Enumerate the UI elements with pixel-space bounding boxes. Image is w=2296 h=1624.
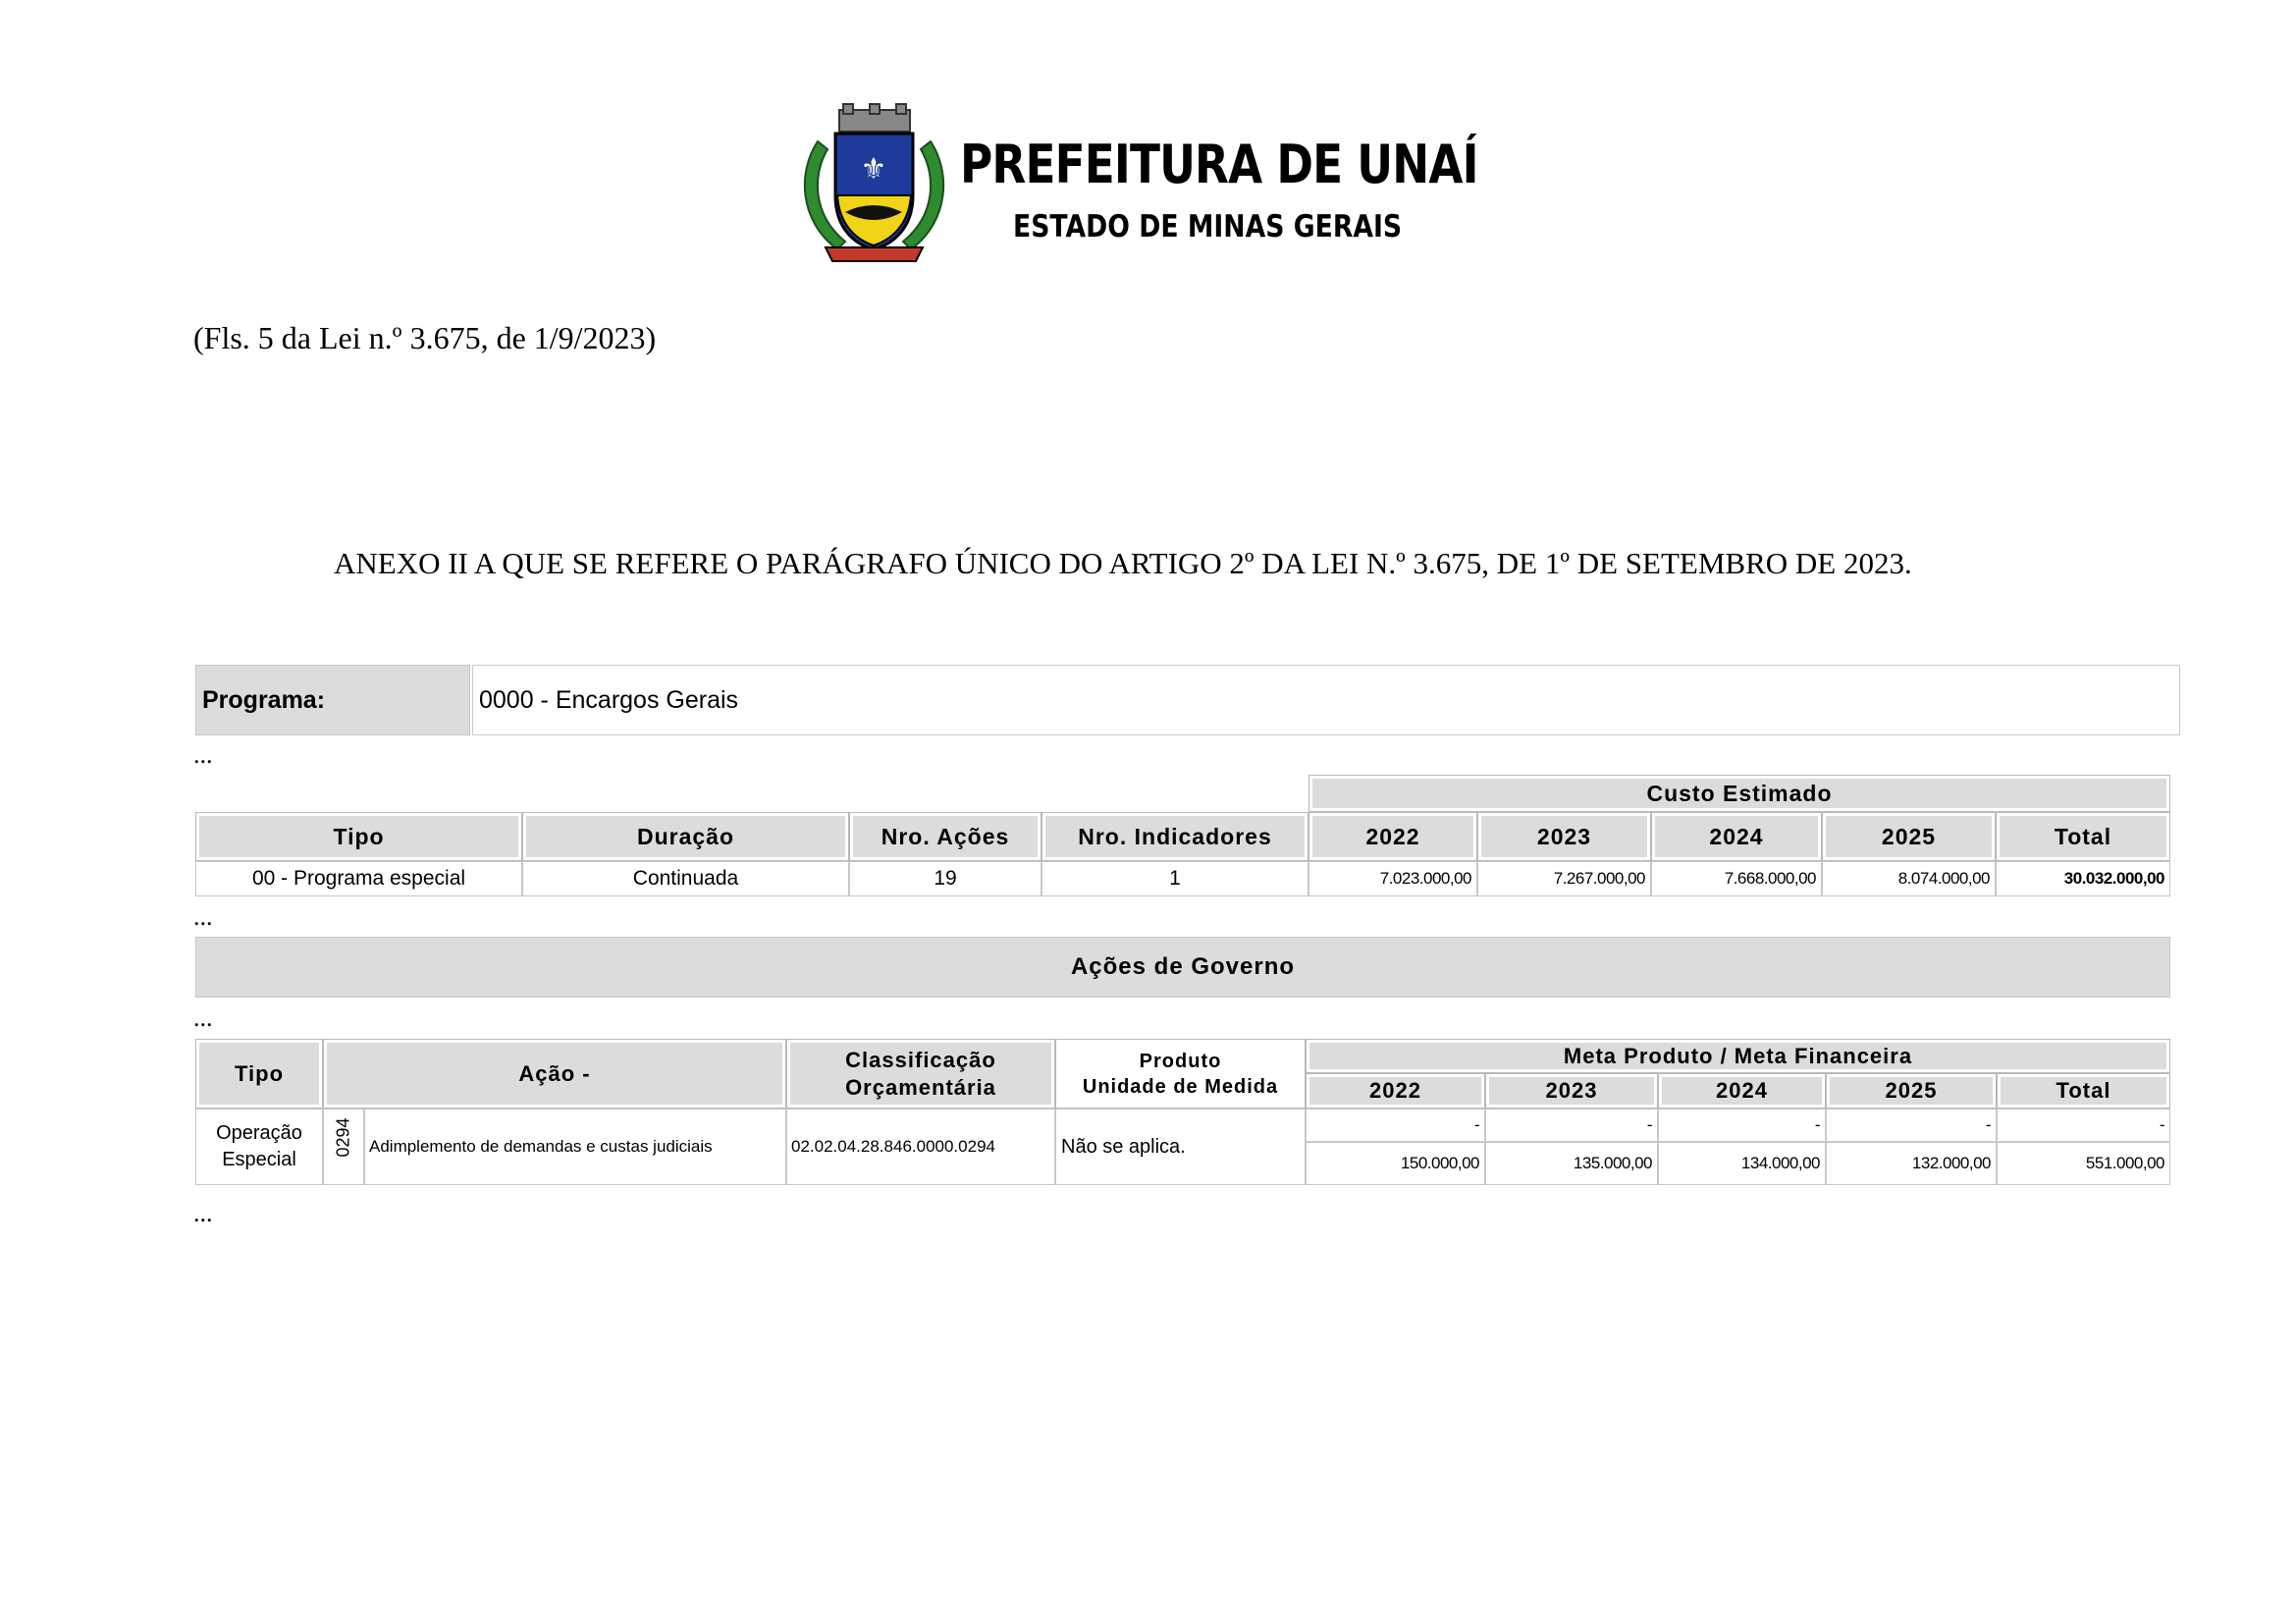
col-header-2025: 2025 <box>1826 1073 1997 1109</box>
program-cost-table <box>195 775 2170 896</box>
cell-tipo <box>195 1109 323 1185</box>
col-header-2024: 2024 <box>1651 812 1822 861</box>
tipo-line-2: Especial <box>222 1149 296 1170</box>
programa-label: Programa: <box>195 665 470 735</box>
cell-tipo: 00 - Programa especial <box>195 861 522 896</box>
classificacao-line-2: Orçamentária <box>845 1074 996 1100</box>
col-header-total: Total <box>1996 812 2170 861</box>
col-header-total: Total <box>1997 1073 2170 1109</box>
table-spacer <box>195 775 1308 812</box>
meta-financeira-2025: 132.000,00 <box>1826 1142 1997 1185</box>
programa-value: 0000 - Encargos Gerais <box>472 665 2180 735</box>
cell-duracao: Continuada <box>522 861 849 896</box>
org-state: ESTADO DE MINAS GERAIS <box>1013 209 1403 244</box>
cell-nro-acoes: 19 <box>849 861 1041 896</box>
cell-total: 30.032.000,00 <box>1996 861 2170 896</box>
meta-financeira-total: 551.000,00 <box>1997 1142 2170 1185</box>
col-header-acao: Ação - <box>323 1039 786 1109</box>
acoes-de-governo-header: Ações de Governo <box>195 937 2170 998</box>
municipal-coat-of-arms-icon <box>798 102 950 264</box>
annex-title: ANEXO II A QUE SE REFERE O PARÁGRAFO ÚNICO DO ARTIGO 2º DA LEI N.º 3.675, DE 1º DE SETEMBRO DE 2023. <box>334 546 1912 580</box>
classificacao-line-1: Classificação <box>845 1047 996 1072</box>
meta-produto-2023: - <box>1485 1109 1658 1142</box>
meta-produto-total: - <box>1997 1109 2170 1142</box>
cell-2023: 7.267.000,00 <box>1477 861 1651 896</box>
cell-classificacao: 02.02.04.28.846.0000.0294 <box>786 1109 1055 1185</box>
col-header-produto <box>1055 1039 1306 1109</box>
col-header-nro-acoes: Nro. Ações <box>849 812 1041 861</box>
col-header-tipo: Tipo <box>195 812 522 861</box>
meta-produto-2025: - <box>1826 1109 1997 1142</box>
col-header-nro-indicadores: Nro. Indicadores <box>1041 812 1308 861</box>
cell-nro-indicadores: 1 <box>1041 861 1308 896</box>
col-header-2022: 2022 <box>1306 1073 1485 1109</box>
ellipsis-3: ... <box>193 1003 213 1032</box>
meta-produto-2022: - <box>1306 1109 1485 1142</box>
ellipsis-2: ... <box>193 902 213 931</box>
meta-financeira-2022: 150.000,00 <box>1306 1142 1485 1185</box>
coat-of-arms-logo <box>798 102 950 264</box>
produto-line-2: Unidade de Medida <box>1082 1075 1279 1098</box>
meta-group-header: Meta Produto / Meta Financeira <box>1306 1039 2170 1073</box>
meta-produto-2024: - <box>1658 1109 1826 1142</box>
cell-2024: 7.668.000,00 <box>1651 861 1822 896</box>
table-row <box>195 861 2170 896</box>
ellipsis-1: ... <box>193 740 213 769</box>
cell-acao: Adimplemento de demandas e custas judiciais <box>364 1109 786 1185</box>
actions-table <box>195 1039 2170 1185</box>
col-header-duracao: Duração <box>522 812 849 861</box>
col-header-tipo: Tipo <box>195 1039 323 1109</box>
svg-text:⚜: ⚜ <box>860 152 887 187</box>
org-name: PREFEITURA DE UNAÍ <box>960 134 1478 195</box>
produto-line-1: Produto <box>1139 1050 1222 1072</box>
cell-2022: 7.023.000,00 <box>1308 861 1477 896</box>
table-row <box>195 1109 2170 1142</box>
ellipsis-4: ... <box>193 1199 213 1227</box>
meta-financeira-2024: 134.000,00 <box>1658 1142 1826 1185</box>
col-header-2024: 2024 <box>1658 1073 1826 1109</box>
codigo-rotated: 0294 <box>333 1116 353 1157</box>
col-header-classificacao <box>786 1039 1055 1109</box>
page-reference: (Fls. 5 da Lei n.º 3.675, de 1/9/2023) <box>193 320 657 355</box>
col-header-2025: 2025 <box>1822 812 1996 861</box>
col-header-2023: 2023 <box>1485 1073 1658 1109</box>
tipo-line-1: Operação <box>216 1122 302 1144</box>
cell-produto: Não se aplica. <box>1055 1109 1306 1185</box>
meta-financeira-2023: 135.000,00 <box>1485 1142 1658 1185</box>
col-header-2023: 2023 <box>1477 812 1651 861</box>
cell-codigo <box>323 1109 364 1185</box>
col-header-2022: 2022 <box>1308 812 1477 861</box>
cell-2025: 8.074.000,00 <box>1822 861 1996 896</box>
custo-estimado-header: Custo Estimado <box>1308 775 2170 812</box>
